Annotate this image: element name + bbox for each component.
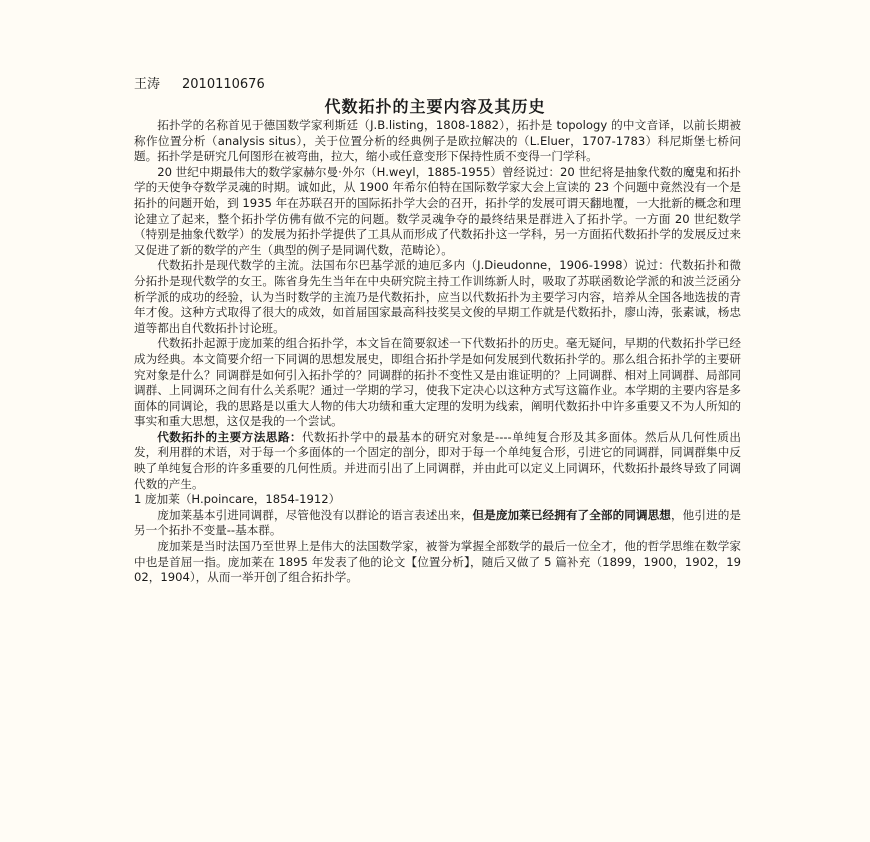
paragraph-intro: 拓扑学的名称首见于德国数学家利斯廷（J.B.listing，1808-1882），拓扑是 topology 的中文音译，以前长期被称作位置分析（analysis situs），关于位置分析的经典例子是欧拉解决的（L.Eluer，1707-1783）科尼斯堡七桥问题。拓扑学是研究几何图形在被弯曲，拉大，缩小或任意变形下保持性质不变得一门学科。 xyxy=(134,118,741,164)
author-line xyxy=(134,73,265,92)
poincare-1-text-before: 庞加莱基本引进同调群，尽管他没有以群论的语言表述出来， xyxy=(157,507,473,522)
paragraph-mainstream: 代数拓扑是现代数学的主流。法国布尔巴基学派的迪厄多内（J.Dieudonne，1906-1998）说过：代数拓扑和微分拓扑是现代数学的女王。陈省身先生当年在中央研究院主持工作训练新人时，吸取了苏联函数论学派的和波兰泛函分析学派的成功的经验，认为当时数学的主流乃是代数拓扑，应当以代数拓扑为主要学习内容，培养从全国各地选拔的青年才俊。这种方式取得了很大的成效，如首届国家最高科技奖吴文俊的早期工作就是代数拓扑，廖山涛，张素诚，杨忠道等都出自代数拓扑讨论班。 xyxy=(134,258,741,335)
paragraph-weyl: 20 世纪中期最伟大的数学家赫尔曼·外尔（H.weyl，1885-1955）曾经说过：20 世纪将是抽象代数的魔鬼和拓扑学的天使争夺数学灵魂的时期。诚如此，从 1900 年希尔伯特在国际数学家大会上宣读的 23 个问题中竟然没有一个是拓扑的问题开始，到 1935 年在苏联召开的国际拓扑学大会的召开，拓扑学的发展可谓天翻地覆，一大批新的概念和理论建立了起来，整个拓扑学仿佛有做不完的问题。数学灵魂争夺的最终结果是群进入了拓扑学。一方面 20 世纪数学（特别是抽象代数学）的发展为拓扑学提供了工具从而形成了代数拓扑这一学科，另一方面拓代数拓扑学的发展反过来又促进了新的数学的产生（典型的例子是同调代数，范畴论）。 xyxy=(134,164,741,257)
poincare-1-bold: 但是庞加莱已经拥有了全部的同调思想 xyxy=(472,507,671,522)
paragraph-method xyxy=(134,430,741,492)
method-bold-prefix: 代数拓扑的主要方法思路： xyxy=(157,429,302,444)
paragraph-poincare-1 xyxy=(134,508,741,539)
author-student-id: 2010110676 xyxy=(182,77,265,92)
document-title: 代数拓扑的主要内容及其历史 xyxy=(324,97,546,116)
document-body xyxy=(134,118,741,586)
paragraph-origin: 代数拓扑起源于庞加莱的组合拓扑学，本文旨在简要叙述一下代数拓扑的历史。毫无疑问，早期的代数拓扑学已经成为经典。本文简要介绍一下同调的思想发展史，即组合拓扑学是如何发展到代数拓扑学的。那么组合拓扑学的主要研究对象是什么？同调群是如何引入拓扑学的？同调群的拓扑不变性又是由谁证明的？上同调群、相对上同调群、局部同调群、上同调环之间有什么关系呢？通过一学期的学习，使我下定决心以这种方式写这篇作业。本学期的主要内容是多面体的同调论，我的思路是以重大人物的伟大功绩和重大定理的发明为线索，阐明代数拓扑中许多重要又不为人所知的事实和重大思想，这仅是我的一个尝试。 xyxy=(134,336,741,429)
author-name: 王涛 xyxy=(134,77,161,92)
section-1-heading: 1 庞加莱（H.poincare，1854-1912） xyxy=(134,492,341,507)
method-text: 代数拓扑学中的最基本的研究对象是----单纯复合形及其多面体。然后从几何性质出发，利用群的术语，对于每一个多面体的一个固定的剖分，即对于每一个单纯复合形，引进它的同调群，同调群集中反映了单纯复合形的许多重要的几何性质。并进而引出了上同调群，并由此可以定义上同调环，代数拓扑最终导致了同调代数的产生。 xyxy=(134,429,741,491)
paragraph-poincare-2: 庞加莱是当时法国乃至世界上是伟大的法国数学家，被誉为掌握全部数学的最后一位全才，他的哲学思维在数学家中也是首屈一指。庞加莱在 1895 年发表了他的论文【位置分析】，随后又做了 5 篇补充（1899，1900，1902，1902，1904），从而一举开创了组合拓扑学。 xyxy=(134,539,741,585)
poincare-1-text-after: ，他引进的是另一个拓扑不变量--基本群。 xyxy=(134,507,741,538)
